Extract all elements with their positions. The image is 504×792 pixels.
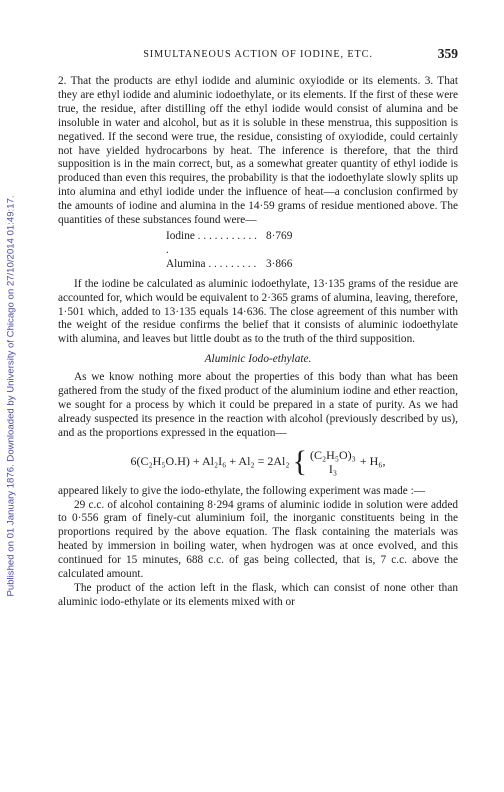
paragraph-suppositions: 2. That the products are ethyl iodide and aluminic oxyiodide or its elements. 3. That they are ethyl iodide and aluminic iodoethylate, or its elements. If the first of these were true, the residue, after distilling off the ethyl iodide would consist of alumina and be insoluble in water and alcohol, but as it is soluble in these menstrua, this supposition is negatived. If the second were true, the residue, consisting of oxyiodide, could certainly not have yielded hydrocarbons by heat. The inference is therefore, that the third supposition is in the main correct, but, as a somewhat greater quantity of ethyl iodide is produced than even this requires, the probability is that the iodoethylate slowly splits up into alumina and ethyl iodide under the influence of heat—a conclusion confirmed by the amounts of iodine and alumina in the 14·59 grams of residue mentioned above. The quantities of these substances found were— [58, 75, 458, 227]
quantity-row [138, 258, 378, 272]
publication-stamp: Published on 01 January 1876. Downloaded by University of Chicago on 27/10/2014 01:49:17. [5, 195, 17, 597]
chemical-equation [58, 445, 458, 479]
quantity-value: 3·866 [266, 257, 293, 270]
quantity-row [138, 230, 378, 258]
running-title: SIMULTANEOUS ACTION OF IODINE, ETC. [143, 49, 373, 60]
paragraph-experiment: 29 c.c. of alcohol containing 8·294 grams of aluminic iodide in solution were added to 0·556 gram of finely-cut aluminium foil, the inorganic constituents being in the proportions required by the above equation. The flask containing the materials was heated by immersion in boiling water, when hydrogen was at once evolved, and this continued for 15 minutes, 688 c.c. of gas being collected, that is, 7 c.c. above the calculated amount. [58, 498, 458, 581]
equation-stack [310, 448, 356, 476]
equation-right: + H₆, [359, 453, 386, 468]
page-number: 359 [437, 46, 458, 61]
quantities-table [138, 230, 378, 272]
section-heading: Aluminic Iodo-ethylate. [204, 353, 312, 366]
equation-brace: { [292, 444, 307, 478]
paragraph-experiment-intro: appeared likely to give the iodo-ethylate, the following experiment was made :— [58, 484, 426, 497]
equation-left: 6(C₂H₅O.H) + Al₂I₆ + Al₂ = 2Al₂ [130, 453, 290, 468]
paragraph-product: The product of the action left in the flask, which can consist of none other than aluminic iodo-ethylate or its elements mixed with or [58, 582, 458, 608]
paragraph-calculation: If the iodine be calculated as aluminic iodoethylate, 13·135 grams of the residue are accounted for, which would be equivalent to 2·365 grams of alumina, leaving, therefore, 1·501 which, added to 13·135 equals 14·636. The close agreement of this number with the weight of the residue confirms the belief that it consists of aluminic iodoethylate with alumina, and leaves but little doubt as to the truth of the third supposition. [58, 277, 458, 346]
page-header [58, 46, 458, 64]
quantity-label: Alumina . . . . . . . . . [166, 257, 257, 270]
equation-stack-bottom: I₃ [328, 461, 338, 476]
page-body [58, 75, 458, 610]
paragraph-process: As we know nothing more about the properties of this body than what has been gathered from the study of the fixed product of the aluminium iodine and ether reaction, we sought for a process by which it could be prepared in a state of purity. As we had already suspected its presence in the reaction with alcohol (previously described by us), and as the proportions expressed in the equation— [58, 371, 458, 439]
equation-stack-top: (C₂H₅O)₃ [309, 447, 356, 462]
quantity-value: 8·769 [266, 229, 293, 242]
quantity-label: Iodine . . . . . . . . . . . . [166, 229, 257, 256]
